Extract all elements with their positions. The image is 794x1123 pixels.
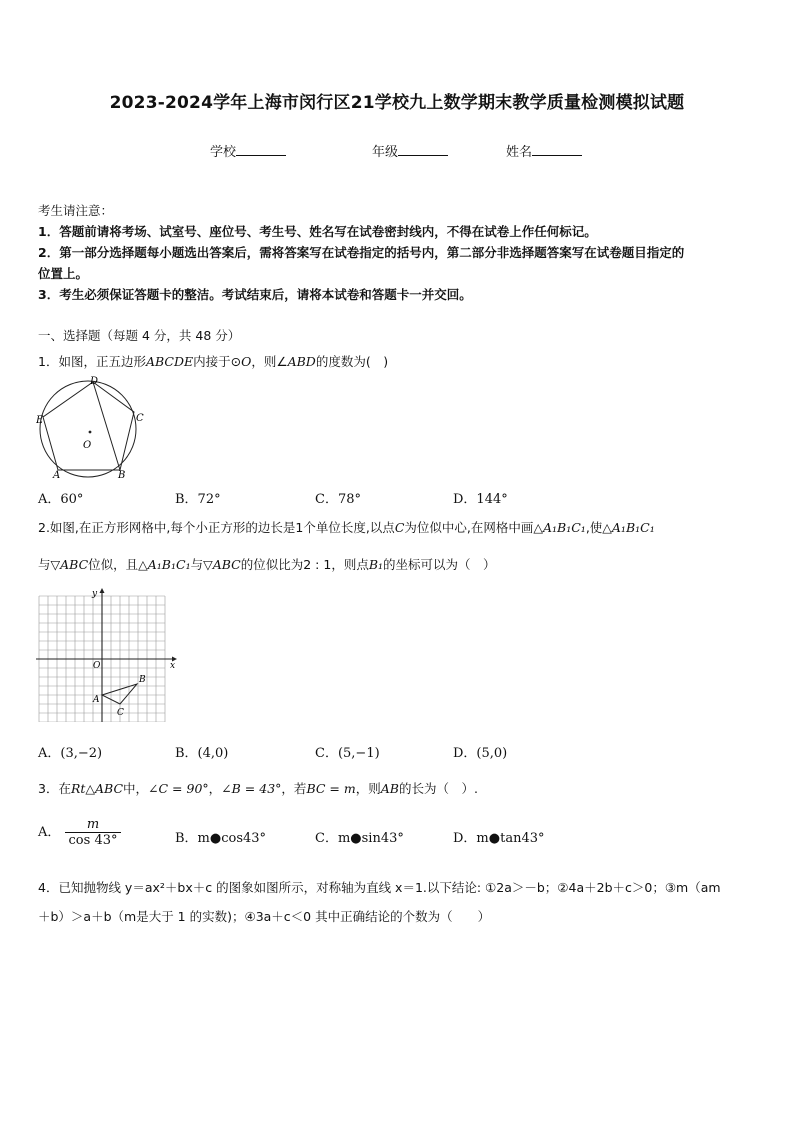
notice-item: 2．第一部分选择题每小题选出答案后，需将答案写在试卷指定的括号内，第二部分非选择题答案写在试卷题目指定的 <box>38 245 685 260</box>
name-label: 姓名 <box>506 145 533 160</box>
q3-text: ，若 <box>281 781 307 796</box>
section-heading: 一、选择题（每题 4 分，共 48 分） <box>38 328 241 343</box>
fraction-numerator: m <box>65 817 122 833</box>
q2-text: 位似，且 <box>88 557 139 572</box>
label-o: O <box>83 440 92 451</box>
label-b: B <box>118 470 126 481</box>
grade-field <box>372 141 448 160</box>
q2-ratio: 2 : 1 <box>303 557 332 572</box>
q4-line-1: 4．已知抛物线 y＝ax²＋bx＋c 的图象如图所示，对称轴为直线 x＝1.以下结论: ①2a＞－b；②4a＋2b＋c＞0；③m（am <box>38 880 721 895</box>
q1-pentagon-name: ABCDE <box>145 354 194 369</box>
name-blank <box>532 143 582 156</box>
q3-angle-c: ∠C = 90° <box>148 781 209 796</box>
q2-triangle-name: △A₁B₁C₁ <box>602 520 655 535</box>
label-b: B <box>139 675 146 685</box>
q2-text: 2.如图,在正方形网格中,每个小正方形的边长是1个单位长度,以点 <box>38 520 395 535</box>
q3-text: 的长为（ ）. <box>398 781 478 796</box>
label-y: y <box>92 589 98 599</box>
grade-label: 年级 <box>372 145 399 160</box>
school-label: 学校 <box>210 145 237 160</box>
q2-text: 与 <box>190 557 204 572</box>
q3-text: ，则 <box>355 781 381 796</box>
fraction-denominator: cos 43° <box>68 833 118 848</box>
q3-option-a[interactable] <box>38 817 121 848</box>
q2-option-b[interactable]: B．(4,0) <box>175 746 229 761</box>
q2-text: 的位似比为 <box>240 557 304 572</box>
label-a: A <box>53 470 61 481</box>
q2-option-d[interactable]: D．(5,0) <box>453 746 508 761</box>
notice-head: 考生请注意： <box>38 203 114 218</box>
q1-text: 内接于⊙ <box>193 354 242 369</box>
label-d: D <box>90 376 99 387</box>
q3-option-c[interactable]: C．m●sin43° <box>315 831 404 846</box>
q3-option-d[interactable]: D．m●tan43° <box>453 831 545 846</box>
grade-blank <box>398 143 448 156</box>
q2-point-name: B₁ <box>368 557 384 572</box>
label-c: C <box>136 413 144 424</box>
q1-option-b[interactable]: B．72° <box>175 492 221 507</box>
pentagon-abcde <box>43 382 134 470</box>
q3-option-a-fraction <box>65 817 122 848</box>
name-field <box>506 141 582 160</box>
question-3-stem <box>38 779 763 799</box>
label-e: E <box>36 415 44 426</box>
q1-text: 的度数为( ) <box>315 354 389 369</box>
q2-triangle-name: ▽ABC <box>203 557 241 572</box>
q3-option-a-label: A． <box>38 825 61 840</box>
q2-text: ,使 <box>585 520 603 535</box>
q1-option-d[interactable]: D．144° <box>453 492 508 507</box>
q2-triangle-name: △A₁B₁C₁ <box>138 557 191 572</box>
q1-circle-name: O <box>241 354 252 369</box>
question-4-stem <box>38 873 763 931</box>
question-2-stem-line2 <box>38 555 763 575</box>
q1-text: 1．如图，正五边形 <box>38 354 146 369</box>
q3-text: 中， <box>123 781 149 796</box>
q1-text: ，则∠ <box>251 354 288 369</box>
q2-triangle-name: △A₁B₁C₁ <box>533 520 586 535</box>
q2-option-a[interactable]: A．(3,−2) <box>38 746 103 761</box>
center-point <box>89 431 92 434</box>
student-info-fields <box>0 141 794 161</box>
q1-pentagon-figure <box>36 372 156 484</box>
q1-angle-name: ABD <box>287 354 316 369</box>
question-2-stem-line1 <box>38 518 763 538</box>
q3-option-b[interactable]: B．m●cos43° <box>175 831 267 846</box>
q2-text: ，则点 <box>331 557 369 572</box>
segment-bd <box>93 382 120 470</box>
q2-text: 与 <box>38 557 51 572</box>
triangle-abc <box>102 684 137 704</box>
q2-triangle-name: ▽ABC <box>50 557 89 572</box>
q2-text: 为位似中心,在网格中画 <box>404 520 534 535</box>
q2-center-name: C <box>394 520 405 535</box>
q3-text: ， <box>208 781 222 796</box>
q4-line-2: ＋b）＞a＋b（m是大于 1 的实数)；④3a＋c＜0 其中正确结论的个数为（ ） <box>38 909 491 924</box>
label-x: x <box>170 661 176 671</box>
q3-triangle-name: Rt△ABC <box>70 781 124 796</box>
q2-option-c[interactable]: C．(5,−1) <box>315 746 380 761</box>
question-1-stem <box>38 352 763 372</box>
school-blank <box>236 143 286 156</box>
y-axis-arrow <box>100 588 105 593</box>
q3-side-bc: BC = m <box>306 781 356 796</box>
notice-item: 3．考生必须保证答题卡的整洁。考试结束后，请将本试卷和答题卡一并交回。 <box>38 287 472 302</box>
q2-text: 的坐标可以为（ ） <box>383 557 496 572</box>
exam-notice <box>38 200 760 305</box>
q3-angle-b: ∠B = 43° <box>221 781 282 796</box>
q3-side-ab: AB <box>380 781 399 796</box>
q1-option-c[interactable]: C．78° <box>315 492 361 507</box>
label-a: A <box>93 695 100 705</box>
q2-grid-figure <box>36 588 178 722</box>
exam-title: 2023-2024学年上海市闵行区21学校九上数学期末教学质量检测模拟试题 <box>109 93 685 113</box>
notice-item: 1．答题前请将考场、试室号、座位号、考生号、姓名写在试卷密封线内，不得在试卷上作任何标记。 <box>38 224 597 239</box>
notice-item: 位置上。 <box>38 266 89 281</box>
label-c: C <box>117 708 124 718</box>
label-origin: O <box>93 661 101 671</box>
q1-option-a[interactable]: A．60° <box>38 492 84 507</box>
school-field <box>210 141 286 160</box>
q3-text: 3．在 <box>38 781 71 796</box>
